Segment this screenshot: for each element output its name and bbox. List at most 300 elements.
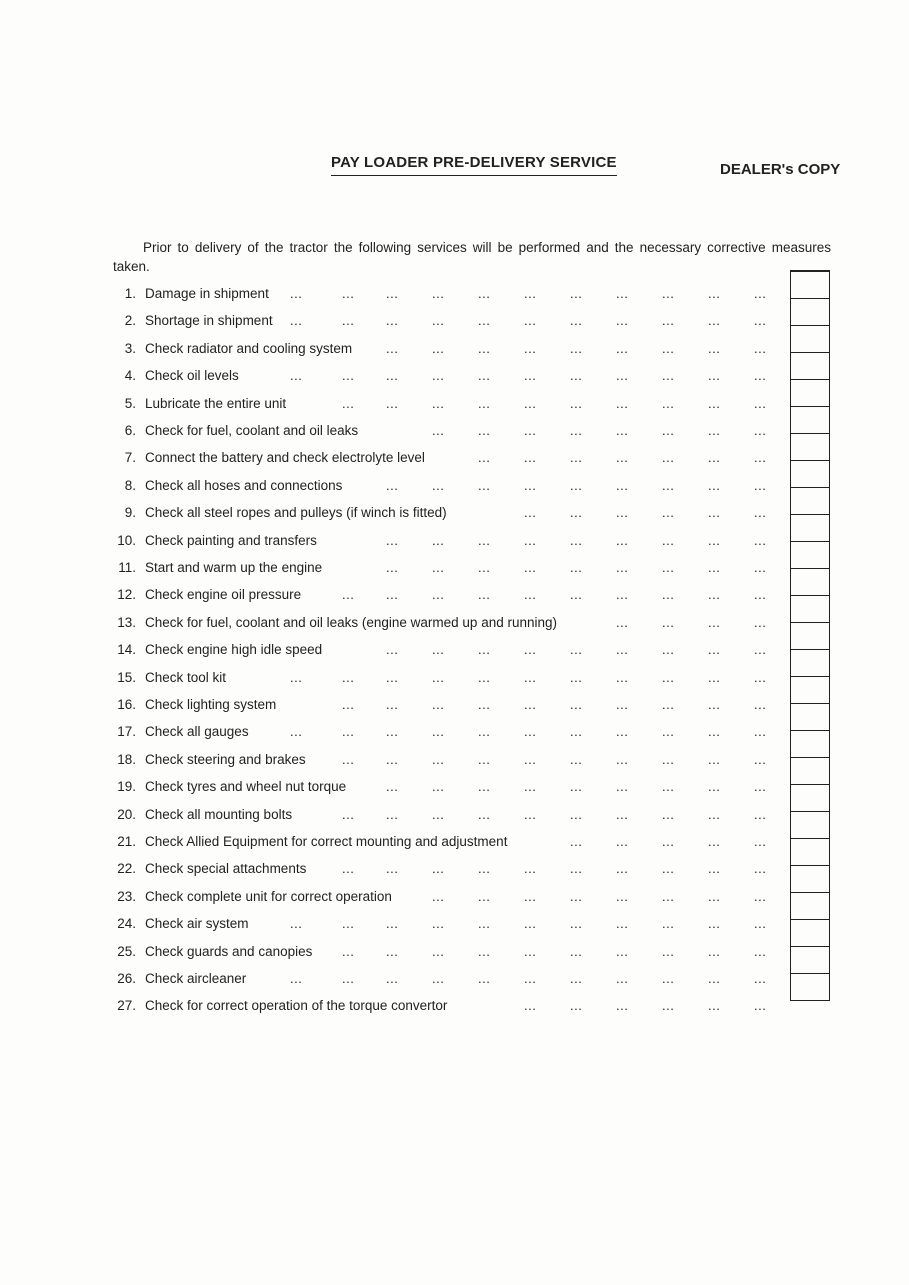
leader-dots: ...	[708, 751, 721, 767]
leader-dots: ...	[570, 477, 583, 493]
leader-dots: ...	[662, 916, 675, 932]
item-number: 9.	[124, 505, 136, 521]
checkbox[interactable]	[791, 974, 829, 1000]
leader-dots: ...	[662, 340, 675, 356]
leader-dots: ...	[570, 724, 583, 740]
leader-dots: ...	[754, 477, 767, 493]
item-number: 10.	[117, 532, 136, 548]
item-number: 25.	[117, 943, 136, 959]
checkbox[interactable]	[791, 515, 829, 542]
leader-dots: ...	[754, 888, 767, 904]
leader-dots: ...	[616, 450, 629, 466]
item-label: Check all mounting bolts	[145, 806, 293, 822]
leader-dots: ...	[386, 751, 399, 767]
item-number: 11.	[118, 560, 136, 575]
leader-dots: ...	[478, 368, 491, 384]
checkbox[interactable]	[791, 380, 829, 407]
leader-dots: ...	[708, 779, 721, 795]
leader-dots: ...	[708, 998, 721, 1014]
leader-dots: ...	[662, 450, 675, 466]
leader-dots: ...	[708, 614, 721, 630]
list-item	[0, 636, 909, 663]
item-label: Shortage in shipment	[145, 313, 273, 329]
leader-dots: ...	[662, 779, 675, 795]
leader-dots: ...	[570, 916, 583, 932]
leader-dots: ...	[432, 340, 445, 356]
list-item	[0, 417, 909, 444]
leader-dots: ...	[478, 286, 491, 301]
leader-dots: ...	[478, 477, 491, 493]
item-label: Check guards and canopies	[145, 943, 313, 959]
item-label: Check radiator and cooling system	[145, 340, 353, 356]
leader-dots: ...	[754, 861, 767, 877]
checkbox[interactable]	[791, 812, 829, 839]
list-item	[0, 609, 909, 636]
leader-dots: ...	[478, 395, 491, 411]
leader-dots: ...	[524, 724, 537, 740]
list-item	[0, 362, 909, 389]
checkbox[interactable]	[791, 542, 829, 569]
leader-dots: ...	[616, 532, 629, 548]
leader-dots: ...	[386, 861, 399, 877]
leader-dots: ...	[662, 861, 675, 877]
leader-dots: ...	[662, 943, 675, 959]
item-label: Lubricate the entire unit	[145, 395, 287, 411]
leader-dots: ...	[616, 751, 629, 767]
leader-dots: ...	[708, 423, 721, 438]
leader-dots: ...	[754, 450, 767, 466]
leader-dots: ...	[342, 697, 355, 712]
leader-dots: ...	[524, 587, 537, 603]
checkbox[interactable]	[791, 704, 829, 731]
list-item	[0, 444, 909, 471]
item-number: 21.	[117, 834, 136, 849]
checkbox[interactable]	[791, 299, 829, 326]
item-number: 17.	[117, 724, 136, 740]
leader-dots: ...	[386, 340, 399, 356]
leader-dots: ...	[708, 505, 721, 521]
leader-dots: ...	[662, 477, 675, 493]
leader-dots: ...	[754, 751, 767, 767]
leader-dots: ...	[570, 395, 583, 411]
item-number: 1.	[124, 286, 136, 301]
leader-dots: ...	[432, 286, 445, 301]
list-item	[0, 664, 909, 691]
checkbox[interactable]	[791, 569, 829, 596]
leader-dots: ...	[708, 669, 721, 685]
list-item	[0, 718, 909, 745]
list-item	[0, 828, 909, 855]
leader-dots: ...	[342, 368, 355, 384]
leader-dots: ...	[524, 340, 537, 356]
item-label: Check Allied Equipment for correct mounting and adjustment	[145, 834, 508, 849]
leader-dots: ...	[386, 779, 399, 795]
leader-dots: ...	[662, 642, 675, 658]
leader-dots: ...	[478, 532, 491, 548]
leader-dots: ...	[570, 779, 583, 795]
checkbox[interactable]	[791, 920, 829, 947]
leader-dots: ...	[708, 806, 721, 822]
leader-dots: ...	[570, 806, 583, 822]
leader-dots: ...	[616, 477, 629, 493]
checkbox[interactable]	[791, 731, 829, 758]
leader-dots: ...	[524, 888, 537, 904]
leader-dots: ...	[754, 998, 767, 1014]
checkbox[interactable]	[791, 434, 829, 461]
leader-dots: ...	[524, 971, 537, 986]
leader-dots: ...	[432, 395, 445, 411]
list-item	[0, 554, 909, 581]
leader-dots: ...	[662, 724, 675, 740]
leader-dots: ...	[478, 313, 491, 329]
leader-dots: ...	[290, 916, 303, 932]
leader-dots: ...	[478, 450, 491, 466]
copy-label: DEALER's COPY	[720, 161, 841, 178]
item-label: Check lighting system	[145, 697, 277, 712]
leader-dots: ...	[524, 779, 537, 795]
leader-dots: ...	[524, 477, 537, 493]
leader-dots: ...	[570, 532, 583, 548]
item-number: 19.	[117, 779, 136, 795]
checkbox[interactable]	[791, 488, 829, 515]
leader-dots: ...	[342, 916, 355, 932]
checkbox[interactable]	[791, 839, 829, 866]
leader-dots: ...	[478, 861, 491, 877]
leader-dots: ...	[570, 286, 583, 301]
list-item	[0, 801, 909, 828]
leader-dots: ...	[708, 286, 721, 301]
item-label: Damage in shipment	[145, 286, 269, 301]
leader-dots: ...	[570, 943, 583, 959]
list-item	[0, 992, 909, 1019]
list-item	[0, 581, 909, 608]
item-label: Check tyres and wheel nut torque	[145, 779, 347, 795]
leader-dots: ...	[708, 943, 721, 959]
leader-dots: ...	[708, 861, 721, 877]
list-item	[0, 910, 909, 937]
leader-dots: ...	[432, 669, 445, 685]
leader-dots: ...	[478, 697, 491, 712]
list-item	[0, 855, 909, 882]
leader-dots: ...	[708, 560, 721, 575]
list-item	[0, 883, 909, 910]
list-item	[0, 307, 909, 334]
leader-dots: ...	[570, 669, 583, 685]
leader-dots: ...	[570, 313, 583, 329]
leader-dots: ...	[342, 724, 355, 740]
leader-dots: ...	[432, 971, 445, 986]
leader-dots: ...	[754, 313, 767, 329]
list-item	[0, 527, 909, 554]
leader-dots: ...	[478, 724, 491, 740]
leader-dots: ...	[524, 669, 537, 685]
item-label: Check complete unit for correct operation	[145, 888, 392, 904]
item-label: Check for correct operation of the torque convertor	[145, 998, 448, 1014]
leader-dots: ...	[616, 669, 629, 685]
leader-dots: ...	[708, 834, 721, 849]
leader-dots: ...	[290, 669, 303, 685]
leader-dots: ...	[432, 724, 445, 740]
item-label: Check for fuel, coolant and oil leaks (engine warmed up and running)	[145, 614, 557, 630]
item-number: 8.	[124, 477, 136, 493]
item-number: 2.	[124, 313, 136, 329]
item-label: Check aircleaner	[145, 971, 247, 986]
item-label: Check engine high idle speed	[145, 642, 323, 658]
leader-dots: ...	[386, 916, 399, 932]
checkbox[interactable]	[791, 866, 829, 893]
checkbox[interactable]	[791, 947, 829, 974]
leader-dots: ...	[708, 450, 721, 466]
leader-dots: ...	[708, 642, 721, 658]
leader-dots: ...	[616, 423, 629, 438]
leader-dots: ...	[754, 340, 767, 356]
checkbox[interactable]	[791, 650, 829, 677]
leader-dots: ...	[386, 477, 399, 493]
leader-dots: ...	[478, 888, 491, 904]
leader-dots: ...	[662, 669, 675, 685]
checkbox[interactable]	[791, 326, 829, 353]
item-number: 13.	[117, 614, 136, 630]
leader-dots: ...	[616, 834, 629, 849]
leader-dots: ...	[478, 971, 491, 986]
leader-dots: ...	[386, 395, 399, 411]
checkbox-column	[790, 270, 830, 1001]
item-number: 24.	[117, 916, 136, 932]
leader-dots: ...	[432, 560, 445, 575]
leader-dots: ...	[616, 587, 629, 603]
item-label: Start and warm up the engine	[145, 560, 323, 575]
leader-dots: ...	[616, 505, 629, 521]
list-item	[0, 499, 909, 526]
leader-dots: ...	[432, 888, 445, 904]
leader-dots: ...	[386, 368, 399, 384]
list-item	[0, 691, 909, 718]
leader-dots: ...	[478, 669, 491, 685]
leader-dots: ...	[386, 587, 399, 603]
leader-dots: ...	[478, 340, 491, 356]
checkbox[interactable]	[791, 272, 829, 299]
leader-dots: ...	[662, 834, 675, 849]
leader-dots: ...	[662, 532, 675, 548]
item-label: Check all steel ropes and pulleys (if winch is fitted)	[145, 505, 447, 521]
leader-dots: ...	[478, 560, 491, 575]
leader-dots: ...	[342, 806, 355, 822]
leader-dots: ...	[570, 423, 583, 438]
leader-dots: ...	[662, 423, 675, 438]
leader-dots: ...	[754, 943, 767, 959]
item-number: 12.	[117, 587, 136, 603]
leader-dots: ...	[754, 505, 767, 521]
leader-dots: ...	[478, 916, 491, 932]
leader-dots: ...	[754, 587, 767, 603]
list-item	[0, 773, 909, 800]
leader-dots: ...	[708, 477, 721, 493]
leader-dots: ...	[570, 861, 583, 877]
leader-dots: ...	[754, 779, 767, 795]
leader-dots: ...	[290, 368, 303, 384]
item-label: Check oil levels	[145, 368, 239, 384]
leader-dots: ...	[616, 971, 629, 986]
checkbox[interactable]	[791, 785, 829, 812]
leader-dots: ...	[662, 998, 675, 1014]
leader-dots: ...	[570, 505, 583, 521]
leader-dots: ...	[478, 423, 491, 438]
leader-dots: ...	[616, 943, 629, 959]
leader-dots: ...	[524, 642, 537, 658]
leader-dots: ...	[708, 888, 721, 904]
leader-dots: ...	[754, 532, 767, 548]
leader-dots: ...	[524, 697, 537, 712]
leader-dots: ...	[616, 340, 629, 356]
leader-dots: ...	[342, 669, 355, 685]
leader-dots: ...	[386, 806, 399, 822]
leader-dots: ...	[616, 642, 629, 658]
leader-dots: ...	[570, 560, 583, 575]
checkbox[interactable]	[791, 893, 829, 920]
leader-dots: ...	[524, 560, 537, 575]
leader-dots: ...	[524, 998, 537, 1014]
leader-dots: ...	[524, 505, 537, 521]
leader-dots: ...	[708, 532, 721, 548]
leader-dots: ...	[386, 313, 399, 329]
intro-text: Prior to delivery of the tractor the following services will be performed and the necessary corrective measures taken.	[113, 240, 831, 274]
leader-dots: ...	[432, 751, 445, 767]
leader-dots: ...	[662, 971, 675, 986]
leader-dots: ...	[524, 450, 537, 466]
item-number: 20.	[117, 806, 136, 822]
leader-dots: ...	[386, 697, 399, 712]
leader-dots: ...	[386, 724, 399, 740]
leader-dots: ...	[432, 477, 445, 493]
leader-dots: ...	[524, 395, 537, 411]
leader-dots: ...	[524, 286, 537, 301]
item-number: 23.	[117, 888, 136, 904]
checkbox[interactable]	[791, 353, 829, 380]
item-number: 14.	[117, 642, 136, 658]
leader-dots: ...	[662, 286, 675, 301]
leader-dots: ...	[708, 971, 721, 986]
leader-dots: ...	[524, 861, 537, 877]
leader-dots: ...	[616, 395, 629, 411]
leader-dots: ...	[432, 806, 445, 822]
leader-dots: ...	[616, 560, 629, 575]
leader-dots: ...	[524, 916, 537, 932]
leader-dots: ...	[616, 779, 629, 795]
checkbox[interactable]	[791, 407, 829, 434]
leader-dots: ...	[616, 614, 629, 630]
leader-dots: ...	[662, 505, 675, 521]
leader-dots: ...	[432, 861, 445, 877]
leader-dots: ...	[616, 861, 629, 877]
item-label: Check air system	[145, 916, 249, 932]
leader-dots: ...	[754, 642, 767, 658]
leader-dots: ...	[662, 395, 675, 411]
leader-dots: ...	[524, 423, 537, 438]
leader-dots: ...	[524, 368, 537, 384]
leader-dots: ...	[662, 560, 675, 575]
leader-dots: ...	[290, 286, 303, 301]
item-label: Connect the battery and check electrolyte level	[145, 450, 425, 466]
leader-dots: ...	[342, 943, 355, 959]
leader-dots: ...	[754, 697, 767, 712]
leader-dots: ...	[708, 313, 721, 329]
leader-dots: ...	[386, 669, 399, 685]
leader-dots: ...	[616, 313, 629, 329]
leader-dots: ...	[524, 313, 537, 329]
checkbox[interactable]	[791, 461, 829, 488]
item-number: 26.	[117, 971, 136, 986]
leader-dots: ...	[754, 560, 767, 575]
leader-dots: ...	[616, 888, 629, 904]
leader-dots: ...	[386, 971, 399, 986]
leader-dots: ...	[570, 751, 583, 767]
leader-dots: ...	[432, 532, 445, 548]
checkbox[interactable]	[791, 623, 829, 650]
leader-dots: ...	[386, 560, 399, 575]
checkbox[interactable]	[791, 677, 829, 704]
leader-dots: ...	[478, 751, 491, 767]
leader-dots: ...	[708, 368, 721, 384]
leader-dots: ...	[708, 395, 721, 411]
leader-dots: ...	[754, 834, 767, 849]
leader-dots: ...	[524, 532, 537, 548]
item-label: Check engine oil pressure	[145, 587, 302, 603]
item-label: Check for fuel, coolant and oil leaks	[145, 423, 359, 438]
leader-dots: ...	[662, 368, 675, 384]
leader-dots: ...	[616, 724, 629, 740]
leader-dots: ...	[754, 286, 767, 301]
leader-dots: ...	[616, 916, 629, 932]
leader-dots: ...	[708, 340, 721, 356]
checkbox[interactable]	[791, 596, 829, 623]
leader-dots: ...	[290, 724, 303, 740]
intro-paragraph	[113, 238, 831, 276]
item-number: 4.	[124, 368, 136, 384]
item-number: 16.	[117, 697, 136, 712]
list-item	[0, 746, 909, 773]
leader-dots: ...	[708, 697, 721, 712]
leader-dots: ...	[754, 806, 767, 822]
leader-dots: ...	[570, 971, 583, 986]
leader-dots: ...	[570, 587, 583, 603]
item-label: Check all gauges	[145, 724, 249, 740]
leader-dots: ...	[708, 724, 721, 740]
leader-dots: ...	[386, 532, 399, 548]
leader-dots: ...	[342, 587, 355, 603]
leader-dots: ...	[342, 861, 355, 877]
leader-dots: ...	[754, 368, 767, 384]
item-number: 15.	[117, 669, 136, 685]
checkbox[interactable]	[791, 758, 829, 785]
leader-dots: ...	[432, 313, 445, 329]
leader-dots: ...	[570, 888, 583, 904]
leader-dots: ...	[342, 395, 355, 411]
leader-dots: ...	[570, 450, 583, 466]
leader-dots: ...	[708, 916, 721, 932]
leader-dots: ...	[432, 697, 445, 712]
leader-dots: ...	[432, 368, 445, 384]
leader-dots: ...	[754, 916, 767, 932]
item-label: Check steering and brakes	[145, 751, 306, 767]
leader-dots: ...	[662, 697, 675, 712]
item-number: 27.	[117, 998, 136, 1014]
item-number: 7.	[124, 450, 136, 466]
leader-dots: ...	[662, 313, 675, 329]
leader-dots: ...	[570, 834, 583, 849]
leader-dots: ...	[524, 751, 537, 767]
leader-dots: ...	[432, 779, 445, 795]
leader-dots: ...	[570, 697, 583, 712]
